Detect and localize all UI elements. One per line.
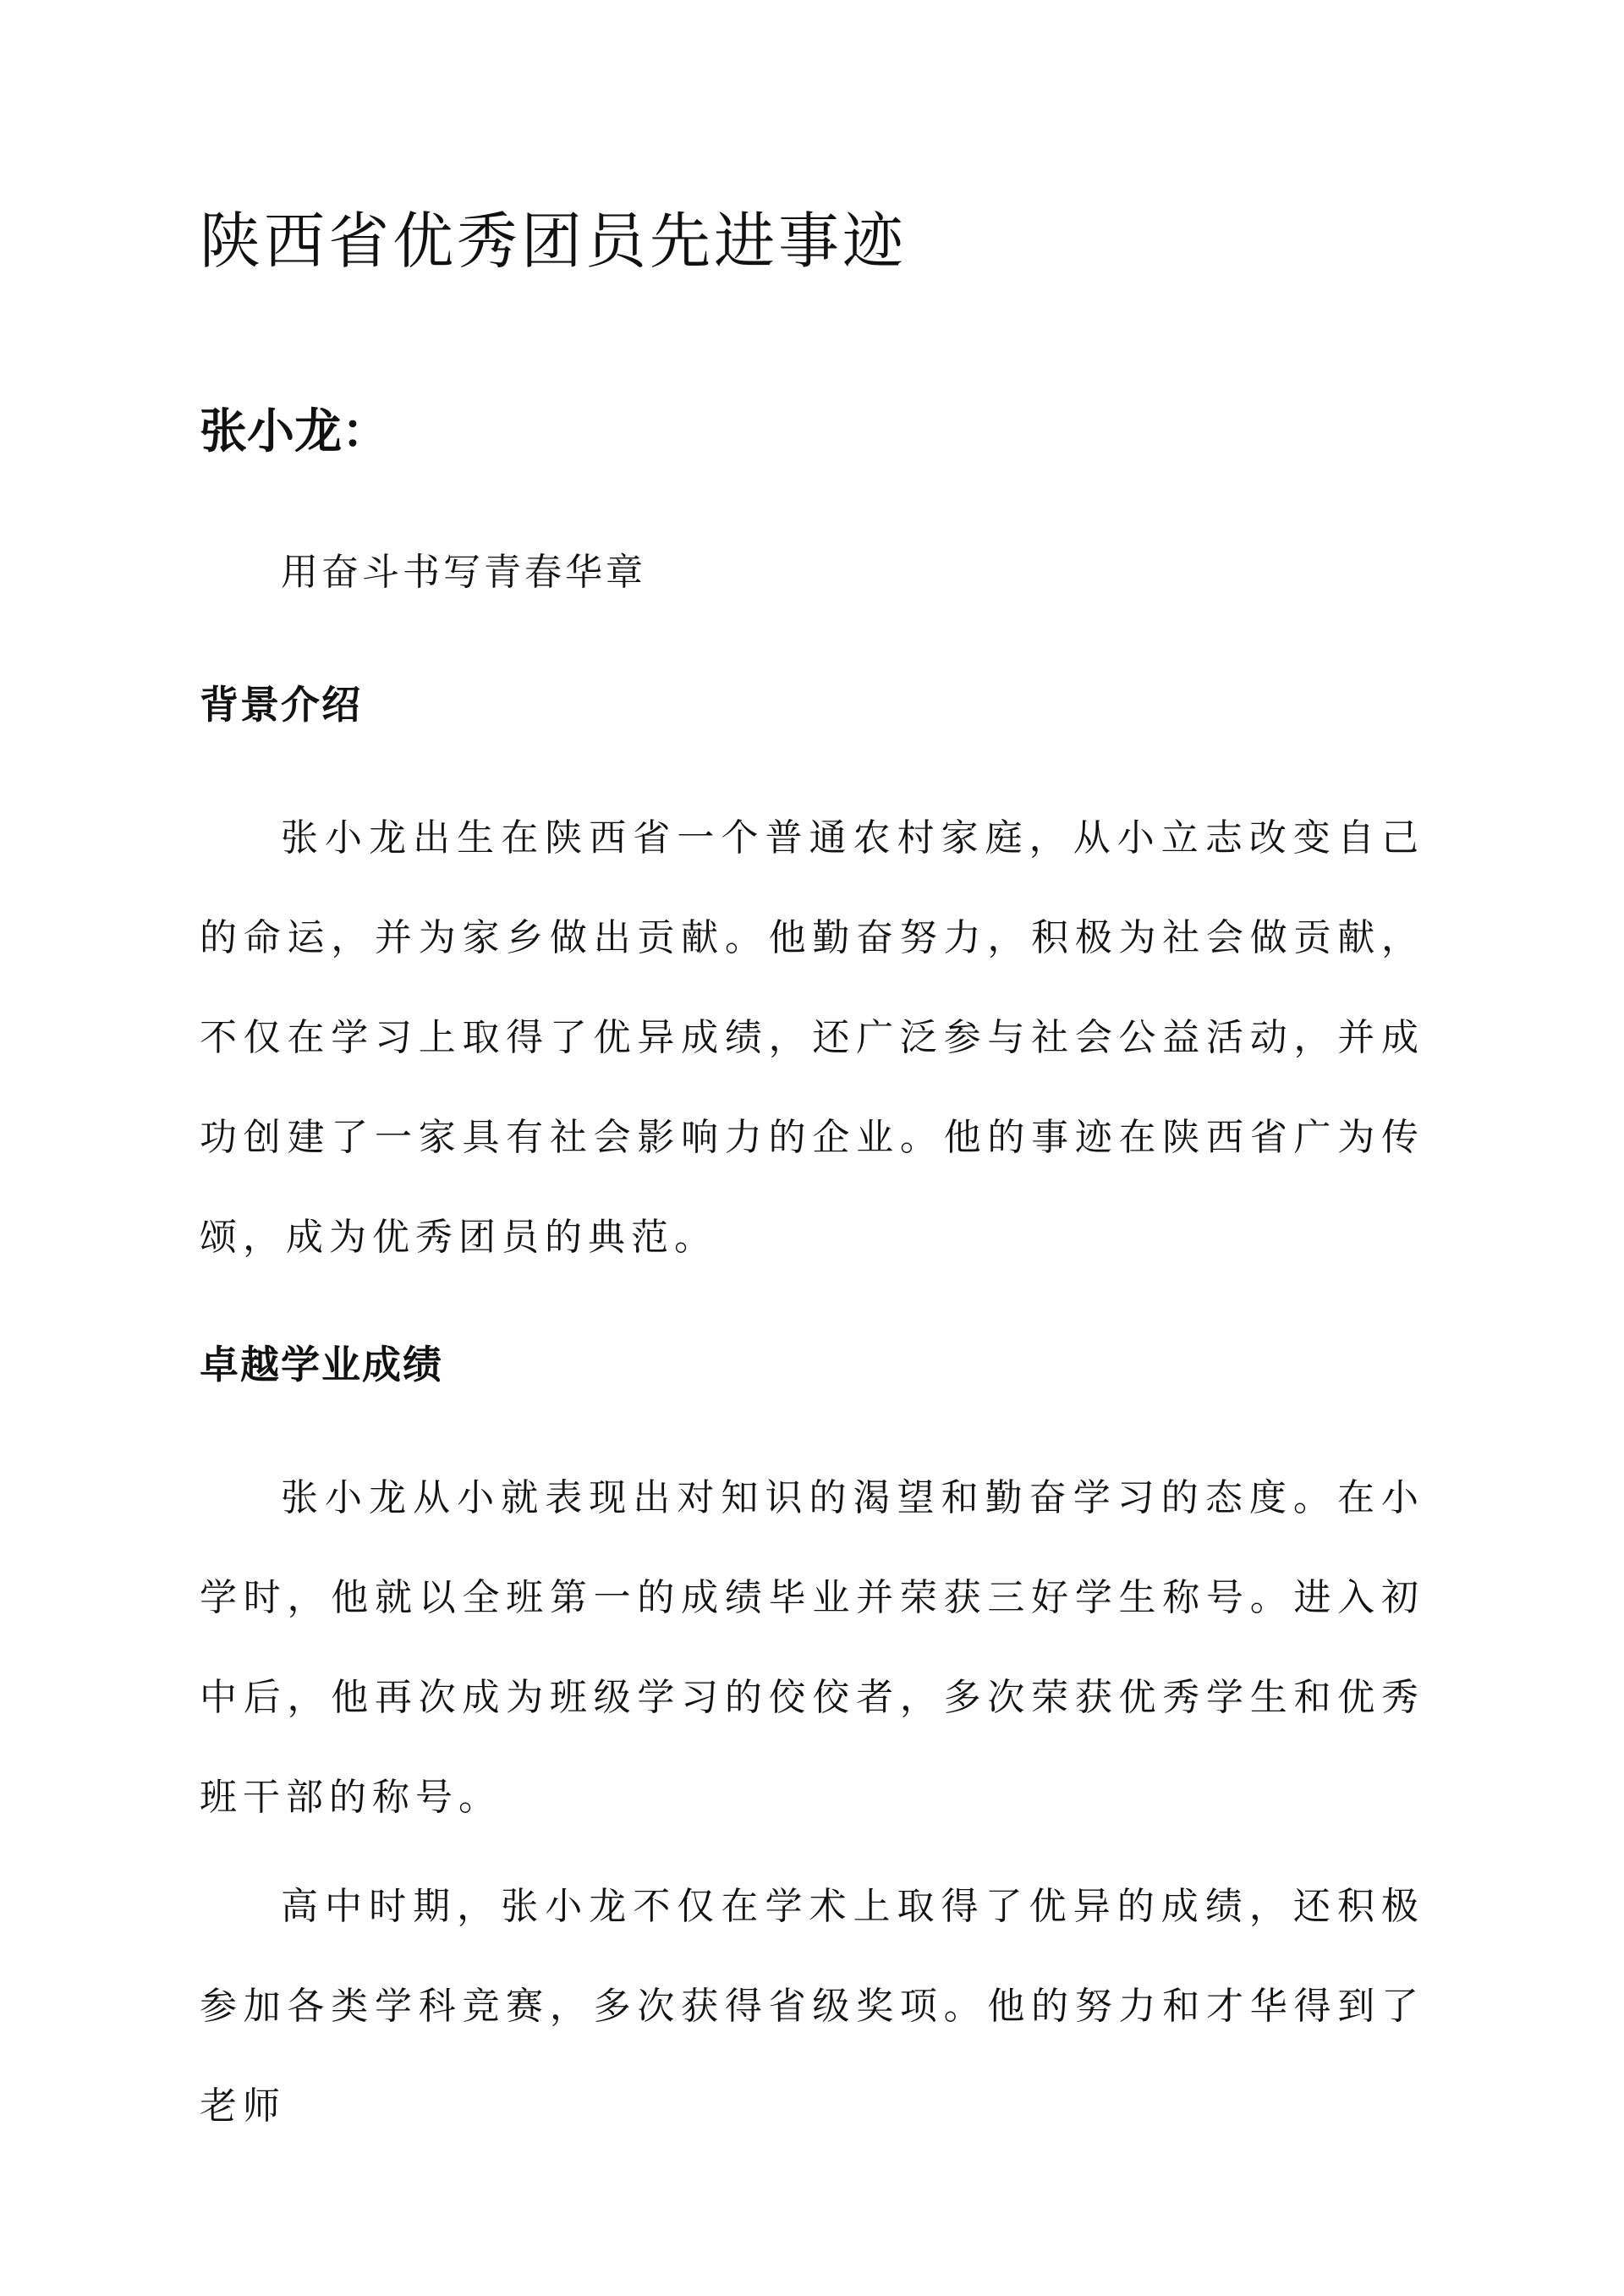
person-heading: 张小龙： — [200, 404, 389, 459]
document-title: 陕西省优秀团员先进事迹 — [200, 206, 908, 277]
paragraph-academic-highschool: 高中时期，张小龙不仅在学术上取得了优异的成绩，还积极参加各类学科竞赛，多次获得省级奖项。他的努力和才华得到了老师 — [200, 1885, 1424, 2128]
section-heading-academic: 卓越学业成绩 — [200, 1342, 443, 1387]
section-heading-background: 背景介绍 — [200, 682, 362, 728]
paragraph-academic-early: 张小龙从小就表现出对知识的渴望和勤奋学习的态度。在小学时，他就以全班第一的成绩毕业并荣获三好学生称号。进入初中后，他再次成为班级学习的佼佼者，多次荣获优秀学生和优秀班干部的称号。 — [200, 1476, 1424, 1819]
document-subtitle: 用奋斗书写青春华章 — [281, 551, 646, 594]
paragraph-background: 张小龙出生在陕西省一个普通农村家庭，从小立志改变自己的命运，并为家乡做出贡献。他勤奋努力，积极为社会做贡献，不仅在学习上取得了优异成绩，还广泛参与社会公益活动，并成功创建了一家具有社会影响力的企业。他的事迹在陕西省广为传颂，成为优秀团员的典范。 — [200, 816, 1424, 1259]
